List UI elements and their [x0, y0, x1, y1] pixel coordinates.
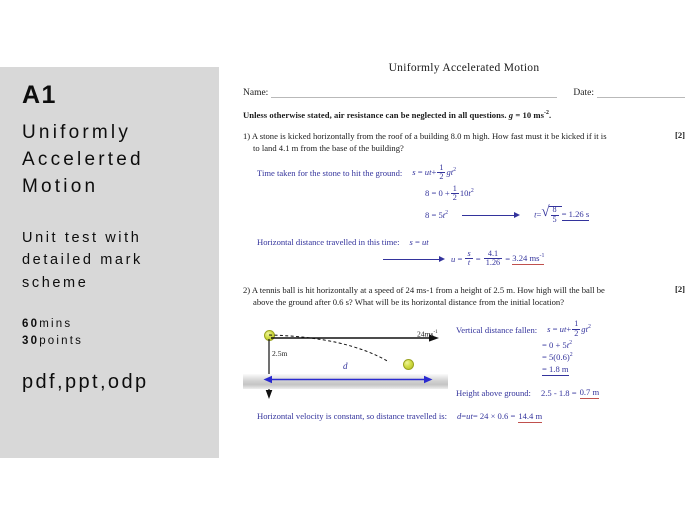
q2-final-equals: =: [461, 411, 467, 422]
q2-final-label: Horizontal velocity is constant, so distance travelled is:: [257, 411, 447, 422]
q1-eq-a2-half-num: 1: [452, 183, 457, 193]
q1-eq-a1-plus: +: [431, 167, 437, 178]
q2-height-result: 0.7 m: [579, 387, 600, 398]
q1-eq-b1-s: s: [409, 236, 413, 247]
q1-eq-a1-ut: ut: [424, 167, 432, 178]
q2-eq-c1-half-num: 1: [574, 319, 579, 329]
speed-label: [417, 329, 438, 339]
cover-title-line-1: Uniformly: [22, 121, 132, 143]
question-1-number: 1): [243, 131, 251, 141]
date-input-rule[interactable]: [597, 88, 685, 98]
q2-height-row: [456, 387, 685, 399]
q2-eq-c3: [542, 352, 573, 362]
q1-eq-a1-exp: 2: [453, 167, 457, 174]
q2-eq-c4-row: [456, 364, 685, 376]
q2-eq-c3-text: = 5(0.6): [542, 352, 570, 363]
q1-part-b-row: [257, 237, 685, 247]
projectile-diagram: [243, 317, 448, 389]
question-2-working: [448, 317, 685, 400]
cover-stat-points-value: 30: [22, 334, 40, 347]
q1-eq-b2-f2-num: 4.1: [484, 250, 502, 259]
question-2-text-line1: A tennis ball is hit horizontally at a speed of 24 ms-1 from a height of 2.5 m. How high will the ball be: [251, 285, 605, 296]
question-1-text-line1: A stone is kicked horizontally from the roof of a building 8.0 m high. How fast must it be kicked if it is: [251, 131, 607, 141]
q1-eq-b2-frac-nums: [484, 250, 502, 268]
q1-result-b-value: [512, 253, 544, 265]
question-1-working: [257, 164, 685, 268]
question-2-number: 2): [243, 285, 251, 296]
q1-eq-a2-exp: 2: [470, 188, 474, 195]
name-label: Name:: [243, 88, 269, 98]
height-label: 2.5m: [272, 348, 288, 358]
q1-result-a-value: = 1.26 s: [561, 209, 590, 220]
q1-eq-a2: [425, 185, 474, 203]
worksheet-page: [243, 62, 685, 472]
q2-eq-c4: = 1.8 m: [542, 364, 569, 375]
q1-result-b-text: 3.24 ms: [512, 253, 540, 264]
q2-final-numbers: = 24 × 0.6 =: [472, 411, 516, 422]
notice-exponent: -2: [543, 110, 549, 117]
q2-eq-c1-exp: 2: [587, 323, 591, 330]
speed-label-exp: -1: [433, 328, 438, 335]
question-2: [243, 284, 685, 421]
q1-eq-a3: [425, 210, 448, 220]
cover-stat-duration-unit: mins: [39, 318, 73, 331]
question-1-stem: [243, 130, 685, 154]
q1-result-a-num: 8: [552, 205, 557, 215]
q1-eq-a2-lhs: 8 = 0 +: [425, 187, 450, 198]
q2-eq-c3-row: [456, 352, 685, 362]
cover-subtitle-line-2: detailed mark: [22, 252, 143, 269]
q1-eq-a1-s: s: [412, 167, 416, 178]
cover-subtitle: [22, 227, 219, 294]
q1-result-a-frac: [551, 206, 559, 224]
q1-eq-b2-f2-den: 1.26: [485, 258, 501, 268]
cover-stat-points: [22, 333, 219, 350]
q2-eq-c2: [542, 340, 572, 350]
q2-height-label: Height above ground:: [456, 388, 531, 399]
q1-sqrt-icon: √ $\frac{8}{5}$: [541, 206, 561, 225]
q1-eq-b2-row: [257, 251, 685, 269]
cover-formats: pdf,ppt,odp: [22, 371, 149, 394]
q2-eq-c1: s = ut+ $\frac{1}{2}$ $gt^2$: [547, 319, 591, 338]
q1-result-a: [534, 203, 590, 225]
q2-final-row: [257, 411, 685, 421]
cover-stats: [22, 316, 219, 349]
q1-eq-b2-f1-den: t: [467, 258, 471, 268]
q2-eq-c1-t: t: [585, 323, 588, 334]
q1-eq-b2-f1-num: s: [467, 249, 471, 259]
q1-part-a-row: [257, 164, 685, 182]
q1-result-a-den: 5: [552, 214, 557, 224]
q2-eq-c2-text: = 0 + 5: [542, 340, 567, 351]
cover-subtitle-line-3: scheme: [22, 274, 89, 291]
q1-eq-b2-u: u: [451, 253, 456, 264]
q1-result-b-exp: -1: [539, 253, 545, 260]
q1-eq-a1-t: t: [450, 167, 454, 178]
distance-arrow-icon: [263, 375, 433, 384]
cover-title-line-2: Accelerted: [22, 148, 144, 170]
q2-eq-c3-exp: 2: [569, 352, 573, 359]
q2-eq-c1-ut: ut: [559, 323, 567, 334]
q2-eq-c1-half: [572, 320, 580, 338]
notice-text: Unless otherwise stated, air resistance can be neglected in all questions.: [243, 110, 509, 120]
q2-eq-c2-row: [456, 340, 685, 350]
q1-eq-a3-exp: 2: [445, 210, 449, 217]
q1-eq-b2-frac-st: [465, 250, 472, 268]
q2-eq-c1-s: s: [547, 323, 551, 334]
q1-eq-b2: u = $\frac{s}{t}$ = $\frac{4.1}{1.26}$ = 3.24 $ms^{-1}$: [451, 249, 545, 268]
speed-label-text: 24ms: [417, 329, 434, 339]
q2-vertical-label: Vertical distance fallen:: [456, 324, 538, 335]
cover-title: [22, 120, 219, 201]
q2-eq-c1-g: g: [581, 323, 586, 334]
q1-eq-a2-half-den: 2: [452, 192, 457, 202]
q1-eq-a3-t: t: [442, 210, 446, 221]
q2-eq-c1-plus: +: [566, 323, 572, 334]
question-2-marks: [2]: [674, 284, 685, 295]
question-1-marks: [2]: [674, 130, 685, 140]
cover-stat-points-unit: points: [39, 334, 84, 347]
q1-part-b-label: Horizontal distance travelled in this time:: [257, 236, 400, 247]
name-date-row: [243, 88, 685, 98]
q2-eq-c2-t: t: [566, 340, 570, 351]
q2-final-equation: [457, 411, 542, 421]
q2-final-result: 14.4 m: [518, 411, 543, 422]
question-2-stem: [243, 284, 685, 308]
q2-height-calc: 2.5 - 1.8 =: [540, 388, 577, 399]
cover-subtitle-line-1: Unit test with: [22, 229, 142, 246]
cover-stat-duration: [22, 316, 219, 333]
q1-eq-a1-half: [437, 164, 445, 182]
q1-eq-a3-lhs: 8 = 5: [425, 210, 443, 221]
q1-eq-a2-half: [451, 185, 459, 203]
q2-final-d: d: [456, 411, 462, 422]
q1-eq-a1-half-den: 2: [439, 172, 444, 182]
q2-final-ut: ut: [466, 411, 473, 422]
notice-g-symbol: g: [508, 110, 514, 120]
notice-g-value: = 10 ms: [513, 110, 544, 120]
q1-eq-a1-half-num: 1: [439, 162, 444, 172]
date-label: Date:: [573, 88, 594, 98]
q1-part-a-label: Time taken for the stone to hit the ground:: [257, 168, 403, 179]
q1-result-arrow-icon: [462, 212, 520, 218]
q1-eq-a2-ten: 10: [459, 187, 469, 198]
q1-eq-a1-g: g: [446, 167, 451, 178]
question-2-text-line2: above the ground after 0.6 s? What will be its horizontal distance from the initial location?: [253, 297, 565, 308]
notice-period: .: [548, 110, 552, 120]
q1-result-a-var: t: [534, 209, 537, 220]
q2-eq-c1-half-den: 2: [574, 328, 579, 338]
cover-panel: [0, 67, 219, 458]
name-input-rule[interactable]: [271, 88, 557, 98]
q1-eq-a3-row: [257, 203, 685, 225]
question-2-body: [243, 317, 685, 400]
cover-stat-duration-value: 60: [22, 318, 40, 331]
distance-label: d: [343, 360, 348, 371]
q1-eq-a2-row: [257, 185, 685, 203]
worksheet-title: Uniformly Accelerated Motion: [388, 62, 540, 74]
cover-code: A1: [22, 81, 57, 109]
q2-eq-c2-exp: 2: [569, 340, 573, 347]
q1-result-b-arrow-icon: [383, 256, 445, 262]
q1-eq-b1: s = ut: [409, 236, 429, 247]
q1-eq-a1: s = ut+ $\frac{1}{2}$ $gt^2$: [412, 162, 457, 182]
worksheet-notice: [243, 110, 685, 120]
q1-eq-a2-t: t: [468, 187, 471, 198]
q1-result-a-equals: =: [536, 209, 542, 220]
question-1: [243, 130, 685, 268]
trajectory-curve-icon: [269, 333, 411, 369]
q1-eq-b1-ut: ut: [422, 236, 429, 247]
question-1-text-line2: to land 4.1 m from the base of the building?: [253, 143, 404, 154]
cover-title-line-3: Motion: [22, 175, 99, 197]
q2-vertical-row: [456, 321, 685, 339]
